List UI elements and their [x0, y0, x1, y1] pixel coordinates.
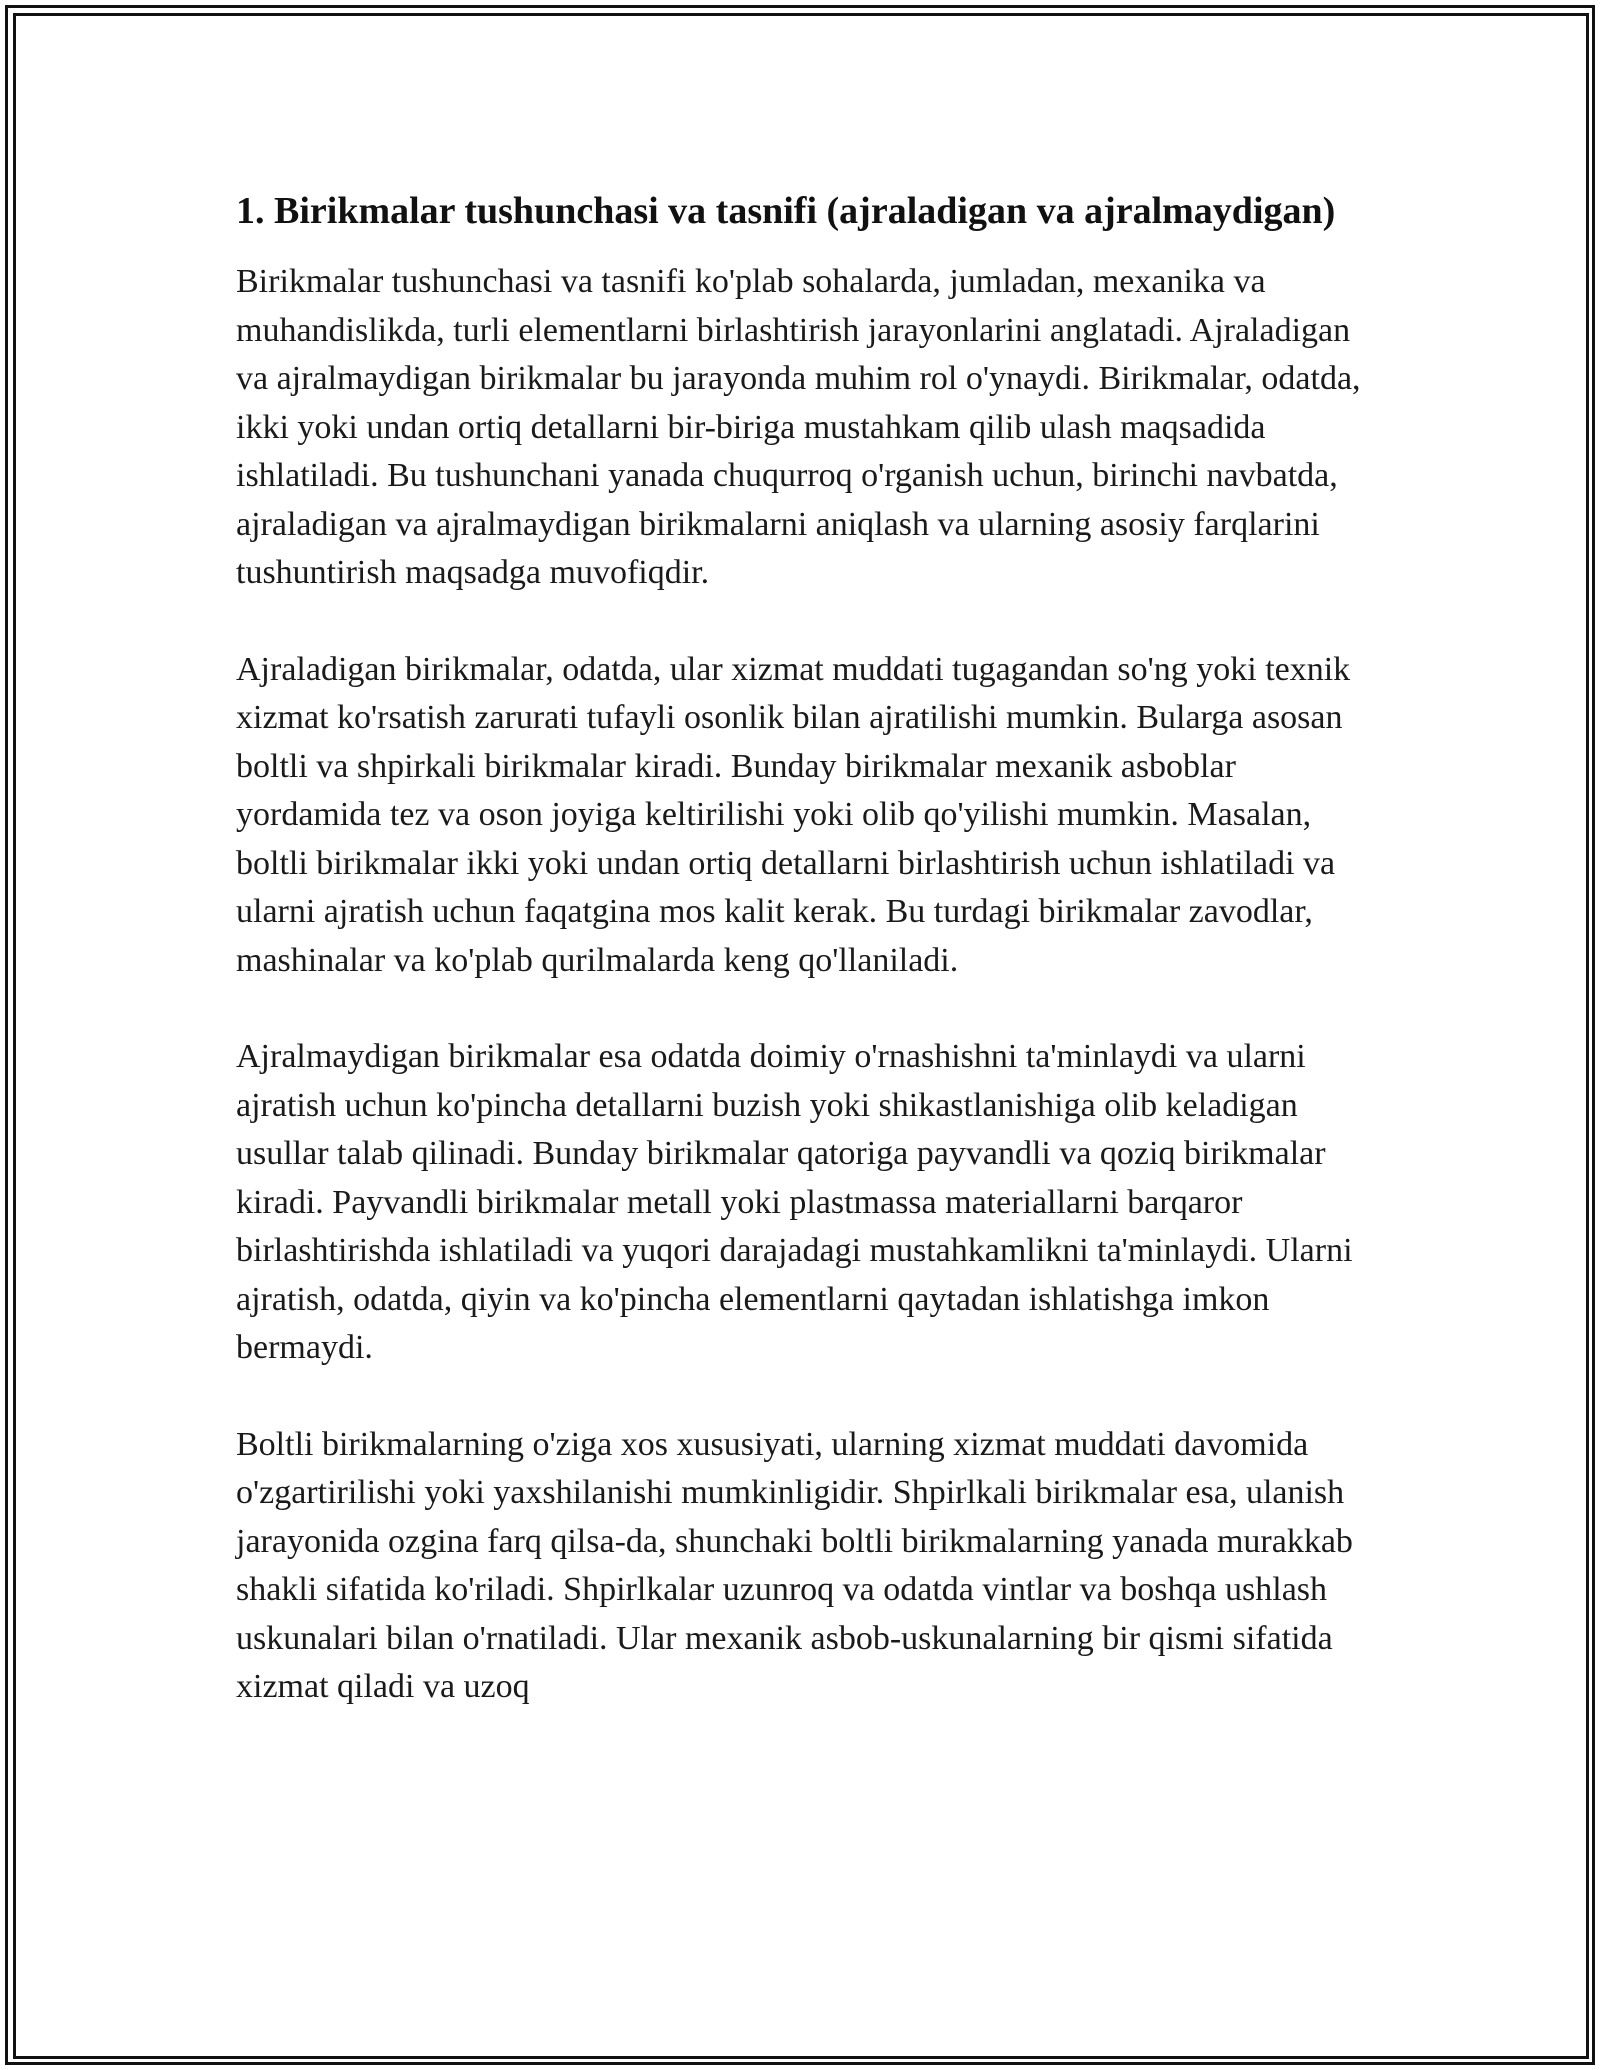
section-heading: 1. Birikmalar tushunchasi va tasnifi (ajraladigan va ajralmaydigan): [236, 190, 1336, 232]
paragraph-bolted: Boltli birikmalarning o'ziga xos xususiyati, ularning xizmat muddati davomida o'zgartirilishi yoki yaxshilanishi mumkinligidir. Shpirlkali birikmalar esa, ulanish jarayonida ozgina farq qilsa-da, shunchaki boltli birikmalarning yanada murakkab shakli sifatida ko'riladi. Shpirlkalar uzunroq va odatda vintlar va boshqa ushlash uskunalari bilan o'rnatiladi. Ular mexanik asbob-uskunalarning bir qismi sifatida xizmat qiladi va uzoq: [236, 1425, 1353, 1705]
paragraph-intro: Birikmalar tushunchasi va tasnifi ko'plab sohalarda, jumladan, mexanika va muhandislikda, turli elementlarni birlashtirish jarayonlarini anglatadi. Ajraladigan va ajralmaydigan birikmalar bu jarayonda muhim rol o'ynaydi. Birikmalar, odatda, ikki yoki undan ortiq detallarni bir-biriga mustahkam qilib ulash maqsadida ishlatiladi. Bu tushunchani yanada chuqurroq o'rganish uchun, birinchi navbatda, ajraladigan va ajralmaydigan birikmalarni aniqlash va ularning asosiy farqlarini tushuntirish maqsadga muvofiqdir.: [236, 263, 1361, 591]
document-page: [236, 186, 1366, 1760]
paragraph-permanent: Ajralmaydigan birikmalar esa odatda doimiy o'rnashishni ta'minlaydi va ularni ajratish uchun ko'pincha detallarni buzish yoki shikastlanishiga olib keladigan usullar talab qilinadi. Bunday birikmalar qatoriga payvandli va qoziq birikmalar kiradi. Payvandli birikmalar metall yoki plastmassa materiallarni barqaror birlashtirishda ishlatiladi va yuqori darajadagi mustahkamlikni ta'minlaydi. Ularni ajratish, odatda, qiyin va ko'pincha elementlarni qaytadan ishlatishga imkon bermaydi.: [236, 1038, 1353, 1366]
paragraph-detachable: Ajraladigan birikmalar, odatda, ular xizmat muddati tugagandan so'ng yoki texnik xizmat ko'rsatish zarurati tufayli osonlik bilan ajratilishi mumkin. Bularga asosan boltli va shpirkali birikmalar kiradi. Bunday birikmalar mexanik asboblar yordamida tez va oson joyiga keltirilishi yoki olib qo'yilishi mumkin. Masalan, boltli birikmalar ikki yoki undan ortiq detallarni birlashtirish uchun ishlatiladi va ularni ajratish uchun faqatgina mos kalit kerak. Bu turdagi birikmalar zavodlar, mashinalar va ko'plab qurilmalarda keng qo'llaniladi.: [236, 650, 1351, 979]
